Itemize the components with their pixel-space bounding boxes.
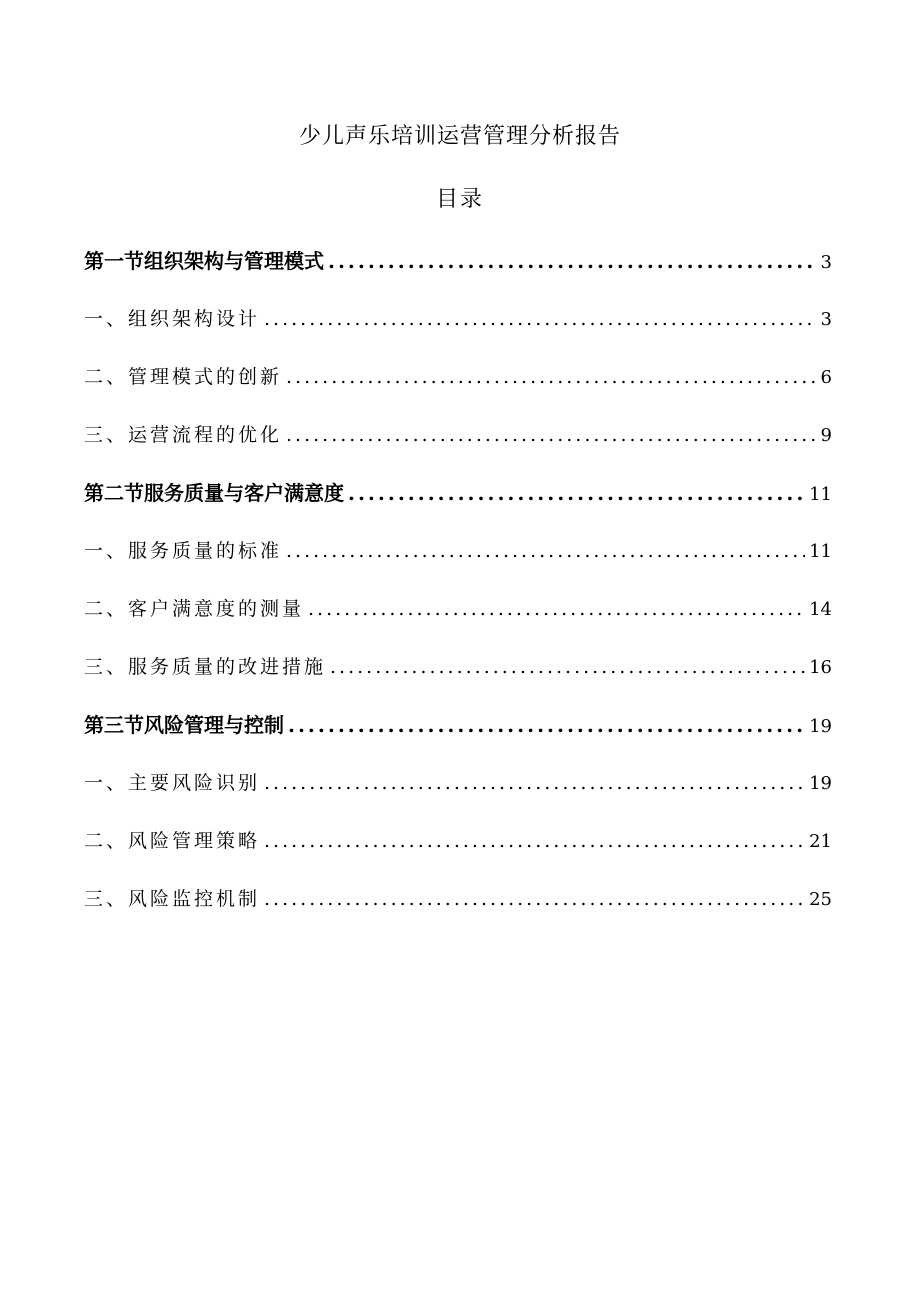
toc-entry-section-1[interactable] (84, 244, 832, 302)
toc-entry-page: 16 (809, 657, 832, 678)
toc-entry-title: 三、运营流程的优化 (84, 424, 283, 446)
toc-entry-1-1[interactable] (84, 302, 832, 360)
toc-entry-2-3[interactable] (84, 650, 832, 708)
toc-entry-1-2[interactable] (84, 360, 832, 418)
toc-entry-3-2[interactable] (84, 824, 832, 882)
toc-entry-title: 一、服务质量的标准 (84, 540, 283, 562)
dot-leader (264, 824, 805, 858)
toc-entry-2-1[interactable] (84, 534, 832, 592)
toc-entry-title: 二、风险管理策略 (84, 830, 261, 852)
toc-entry-page: 19 (809, 716, 832, 737)
toc-entry-section-2[interactable] (84, 476, 832, 534)
dot-leader (264, 302, 817, 336)
toc-entry-title: 三、服务质量的改进措施 (84, 656, 327, 678)
toc-entry-page: 14 (809, 599, 832, 620)
toc-entry-title: 二、管理模式的创新 (84, 366, 283, 388)
dot-leader (328, 244, 817, 278)
toc-entry-page: 21 (809, 831, 832, 852)
table-of-contents (84, 244, 832, 940)
toc-entry-page: 9 (820, 425, 832, 446)
toc-entry-title: 三、风险监控机制 (84, 888, 261, 910)
toc-entry-title: 二、客户满意度的测量 (84, 598, 305, 620)
toc-entry-1-3[interactable] (84, 418, 832, 476)
toc-entry-page: 11 (809, 484, 832, 505)
dot-leader (330, 650, 805, 684)
toc-entry-page: 3 (820, 309, 832, 330)
dot-leader (264, 882, 805, 916)
toc-heading: 目录 (435, 187, 484, 212)
toc-entry-page: 25 (809, 889, 832, 910)
dot-leader (348, 476, 805, 510)
toc-entry-page: 6 (820, 367, 832, 388)
toc-entry-3-1[interactable] (84, 766, 832, 824)
document-title: 少儿声乐培训运营管理分析报告 (298, 124, 621, 149)
toc-entry-page: 3 (820, 252, 832, 273)
toc-entry-page: 19 (809, 773, 832, 794)
toc-entry-page: 11 (809, 541, 832, 562)
toc-entry-3-3[interactable] (84, 882, 832, 940)
dot-leader (286, 534, 805, 568)
toc-entry-title: 第一节组织架构与管理模式 (84, 249, 324, 273)
toc-entry-title: 第三节风险管理与控制 (84, 713, 284, 737)
dot-leader (286, 418, 817, 452)
toc-entry-title: 第二节服务质量与客户满意度 (84, 481, 344, 505)
dot-leader (308, 592, 805, 626)
dot-leader (286, 360, 817, 394)
toc-entry-title: 一、主要风险识别 (84, 772, 261, 794)
toc-entry-2-2[interactable] (84, 592, 832, 650)
toc-entry-title: 一、组织架构设计 (84, 308, 261, 330)
toc-entry-section-3[interactable] (84, 708, 832, 766)
dot-leader (288, 708, 805, 742)
dot-leader (264, 766, 805, 800)
